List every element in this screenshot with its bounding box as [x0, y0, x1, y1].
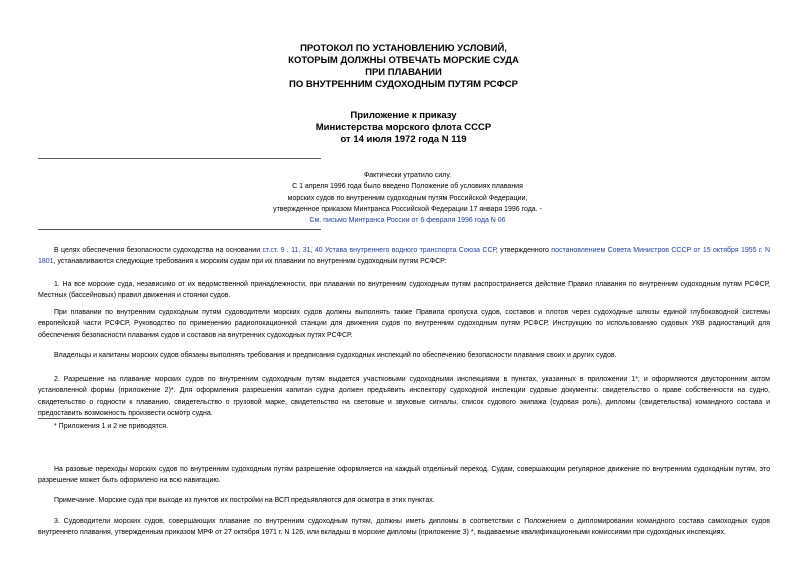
- appendix-line: Министерства морского флота СССР: [315, 122, 492, 133]
- paragraph-5: На разовые переходы морских судов по внутренним судоходным путям разрешение оформляется на каждый отдельный переход. Судам, совершающим регулярное движение по внутренним судоходным путям, это разрешение может быть оформлено на всю навигацию.: [38, 466, 770, 485]
- title-line: ПРИ ПЛАВАНИИ: [365, 67, 442, 78]
- footnote-separator: [38, 418, 138, 419]
- paragraph-2: При плавании по внутренним судоходным путям судоводители морских судов должны выполнять также Правила пропуска судов, составов и плотов через судоходные шлюзы единой глубоководной системы европейской части РСФСР, Руководство по применению радиолокационной станции для движения судов по внутренним судоходным путям РСФСР, Инструкцию по использованию судовых УКВ радиостанций для обеспечения безопасности плавания судов и составов на внутренних судоходных путях РСФСР.: [38, 309, 770, 339]
- title-line: ПРОТОКОЛ ПО УСТАНОВЛЕНИЮ УСЛОВИЙ,: [300, 43, 507, 54]
- title-line: КОТОРЫМ ДОЛЖНЫ ОТВЕЧАТЬ МОРСКИЕ СУДА: [288, 55, 519, 66]
- appendix-line: Приложение к приказу: [350, 110, 457, 121]
- header-separator: [38, 158, 321, 159]
- paragraph-7: 3. Судоводители морских судов, совершающих плавание по внутренним судоходным путям, должны иметь дипломы в соответствии с Положением о дипломировании командного состава самоходных судов внутреннего плавания, утвержденным приказом МРФ от 27 октября 1971 г. N 126, или вкладыш в морские дипломы (приложение 3) *, выдаваемые квалификационными комиссиями при судоходных инспекциях.: [38, 518, 770, 537]
- footnote: * Приложения 1 и 2 не приводятся.: [54, 423, 169, 430]
- statute-link[interactable]: ст.ст. 9 , 11, 31, 40 Устава внутреннего водного транспорта Союза ССР: [262, 247, 496, 254]
- decree-link[interactable]: постановлением Совета Министров СССР от 15 октября 1955 г. N 1801: [38, 247, 771, 266]
- appendix-heading: [0, 110, 807, 146]
- document-title: [0, 43, 807, 91]
- appendix-line: от 14 июля 1972 года N 119: [340, 134, 467, 145]
- notice-line: Фактически утратило силу.: [363, 172, 452, 179]
- paragraph-1: 1. На все морские суда, независимо от их ведомственной принадлежности, при плавании по внутренним судоходным путям распространяется действие Правил плавания по внутренним судоходным путям РСФСР, Местных (бассейновых) правил движения и стоянки судов.: [38, 281, 770, 300]
- notice-line: утвержденное приказом Минтранса Российской Федерации 17 января 1996 года. -: [273, 205, 542, 213]
- intro-paragraph: В целях обеспечения безопасности судоходства на основании ст.ст. 9 , 11, 31, 40 Устава внутреннего водного транспорта Союза ССР, утвержденного постановлением Совета Министров СССР от 15 октября 1955 г. N 1801, устанавливаются следующие требования к морским судам при их плавании по внутренним судоходным путям РСФСР:: [38, 247, 771, 266]
- paragraph-6: Примечание. Морские суда при выходе из пунктов их постройки на ВСП предъявляются для осмотра в этих пунктах.: [54, 497, 435, 504]
- paragraph-4: 2. Разрешение на плавание морских судов по внутренним судоходным путям выдается участковыми судоходными инспекциями в пунктах, указанных в приложении 1*, и оформляются двусторонним актом установленной формы (приложение 2)*. Для оформления разрешения капитан судна должен предъявить инспектору судоходной инспекции судовые документы: свидетельство о праве собственности на судно, свидетельство о годности к плаванию, свидетельство о грузовой марке, свидетельство на световые и звуковые сигналы, список судового экипажа (судовая роль), дипломы (свидетельства) командного состава и предоставить возможность произвести осмотр судна.: [38, 376, 770, 417]
- notice-separator: [38, 229, 321, 230]
- status-notice: [180, 170, 635, 226]
- title-line: ПО ВНУТРЕННИМ СУДОХОДНЫМ ПУТЯМ РСФСР: [289, 79, 518, 90]
- notice-line: С 1 апреля 1996 года было введено Положение об условиях плавания: [292, 183, 523, 191]
- notice-link[interactable]: См. письмо Минтранса России от 6 февраля 1996 года N 06: [309, 217, 506, 225]
- notice-line: морских судов по внутренним судоходным путям Российской Федерации,: [287, 194, 528, 202]
- paragraph-3: Владельцы и капитаны морских судов обязаны выполнять требования и предписания судоходных инспекций по обеспечению безопасности плавания своих и других судов.: [54, 352, 617, 359]
